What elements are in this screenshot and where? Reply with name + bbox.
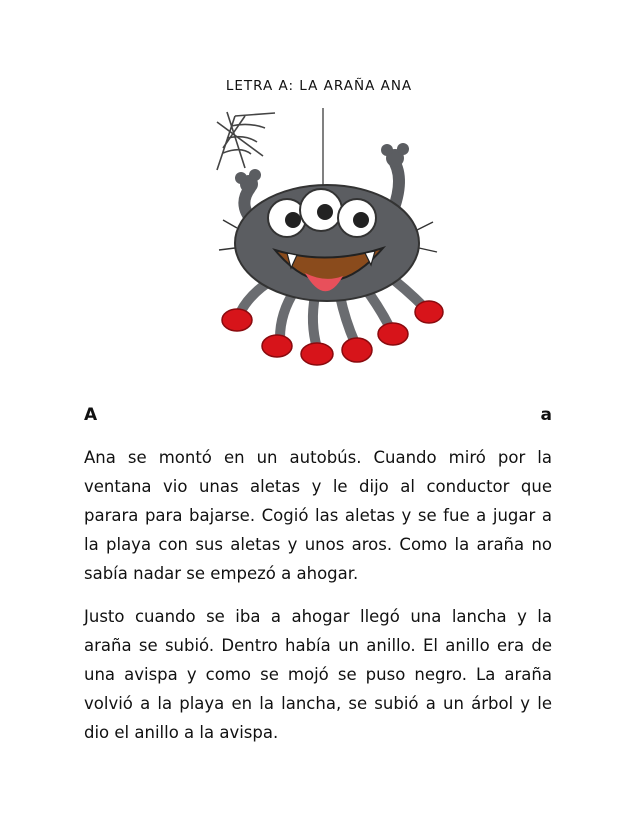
spider-shoes xyxy=(222,301,443,365)
spider-illustration xyxy=(205,108,455,378)
paragraph: Justo cuando se iba a ahogar llegó una lancha y la araña se subió. Dentro había un anillo. El anillo era de una avispa y como se mojó se puso negro. La araña volvió a la playa en la lancha, se subió a un árbol y le dio el anillo a la avispa. xyxy=(84,607,552,742)
lowercase-letter: a xyxy=(540,405,552,425)
story-text xyxy=(84,443,552,761)
spider-web xyxy=(217,112,275,170)
paragraph: Ana se montó en un autobús. Cuando miró por la ventana vio unas aletas y le dijo al conductor que parara para bajarse. Cogió las aletas y se fue a jugar a la playa con sus aletas y unos aros. Como la araña no sabía nadar se empezó a ahogar. xyxy=(84,448,552,583)
uppercase-letter: A xyxy=(84,405,98,425)
page-title: LETRA A: LA ARAÑA ANA xyxy=(225,78,413,94)
